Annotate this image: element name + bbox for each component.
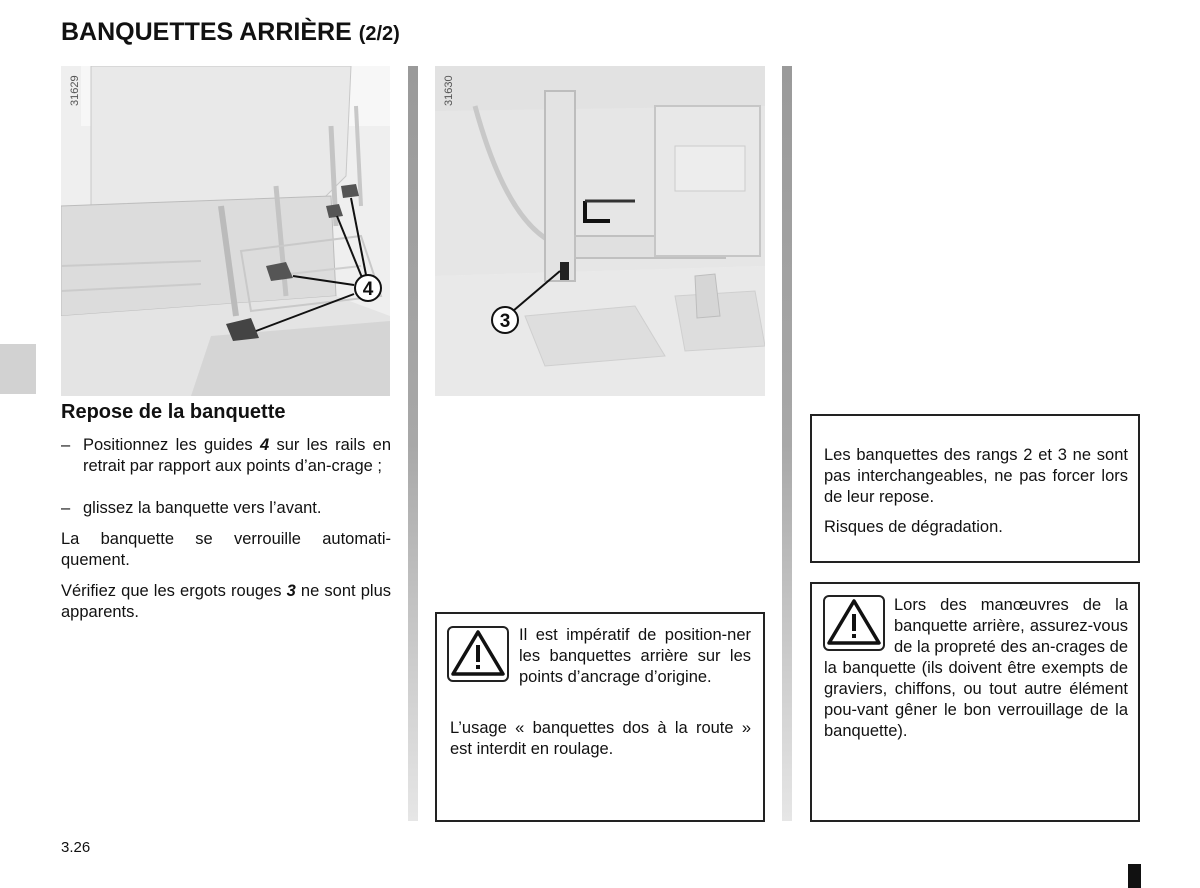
warning-box-right bbox=[810, 582, 1140, 822]
warning-triangle-icon bbox=[447, 626, 509, 682]
page-edge-marker bbox=[1128, 864, 1141, 888]
ref-pins-3: 3 bbox=[286, 582, 296, 600]
page-title bbox=[61, 18, 400, 47]
bullet-text-1 bbox=[83, 435, 391, 477]
page-number: 3.26 bbox=[61, 839, 91, 856]
column-divider-left bbox=[408, 66, 418, 821]
paragraph-pins bbox=[61, 581, 391, 623]
list-item bbox=[61, 498, 391, 519]
warning-center-text-2: L’usage « banquettes dos à la route » est interdit en roulage. bbox=[450, 719, 751, 758]
chapter-tab bbox=[0, 344, 36, 394]
warning-right-text bbox=[824, 595, 1128, 742]
icon-spacer bbox=[824, 595, 894, 657]
figure-id-31630: 31630 bbox=[443, 75, 455, 106]
page-title-part: (2/2) bbox=[358, 23, 400, 45]
page-title-text: BANQUETTES ARRIÈRE bbox=[61, 18, 352, 46]
list-item bbox=[61, 435, 391, 477]
warning-center-text-1: Il est impératif de position-ner les banquettes arrière sur les points d’ancrage d’origine. bbox=[519, 626, 751, 686]
para2-pre: Vérifiez que les ergots rouges bbox=[61, 582, 287, 600]
column-divider-right bbox=[782, 66, 792, 821]
callout-3: 3 bbox=[499, 311, 511, 332]
seat-guides-illustration bbox=[61, 66, 390, 396]
bullet-text-2: glissez la banquette vers l’avant. bbox=[83, 499, 322, 517]
ref-guides-4: 4 bbox=[259, 436, 270, 454]
paragraph-lock: La banquette se verrouille automati-quement. bbox=[61, 530, 391, 569]
figure-id-31629: 31629 bbox=[69, 75, 81, 106]
warning-box-center bbox=[435, 612, 765, 822]
bullet-1-pre: Positionnez les guides bbox=[83, 436, 260, 454]
figure-red-pins bbox=[435, 66, 765, 396]
bullet-dash: – bbox=[61, 499, 71, 517]
note-right-text-2: Risques de dégradation. bbox=[824, 518, 1003, 536]
warning-right-body: Lors des manœuvres de la banquette arrière, assurez-vous de la propreté des an-crages de la banquette (ils doivent être exempts de graviers, chiffons, ou tout autre élément pou-vant gêner le bon verrouillage de la banquette). bbox=[824, 596, 1128, 740]
bullet-1-post: sur les rails en retrait par rapport aux points d’an-crage ; bbox=[83, 436, 391, 475]
note-box-right bbox=[810, 414, 1140, 563]
note-right-text-1: Les banquettes des rangs 2 et 3 ne sont pas interchangeables, ne pas forcer lors de leur repose. bbox=[824, 446, 1128, 506]
figure-seat-guides bbox=[61, 66, 390, 396]
para2-post: ne sont plus apparents. bbox=[61, 582, 391, 621]
callout-4: 4 bbox=[362, 279, 374, 300]
red-pins-illustration bbox=[435, 66, 765, 396]
section-heading: Repose de la banquette bbox=[61, 401, 286, 423]
bullet-dash: – bbox=[61, 436, 71, 454]
